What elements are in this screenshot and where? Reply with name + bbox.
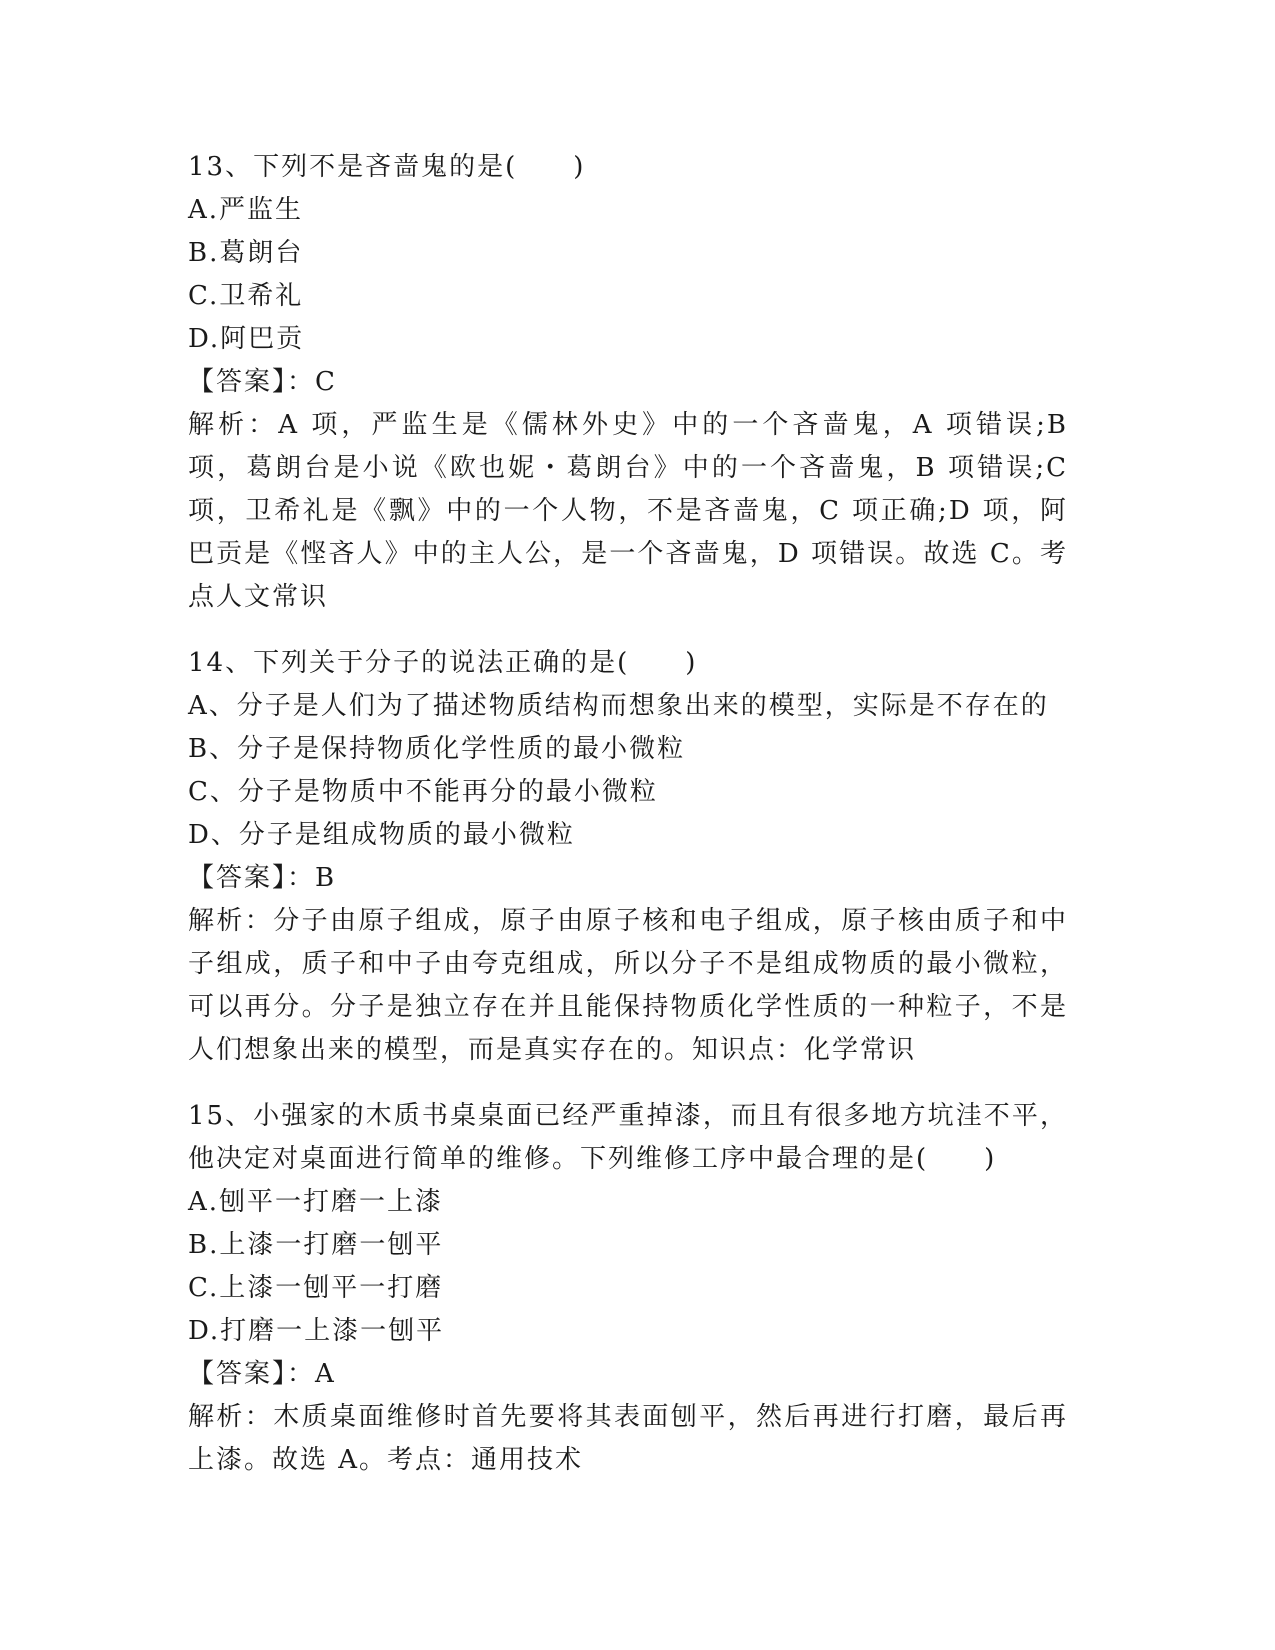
option-b: B.上漆一打磨一刨平 — [188, 1230, 444, 1260]
option-c: C.卫希礼 — [188, 281, 304, 311]
option-d: D.打磨一上漆一刨平 — [188, 1316, 445, 1346]
question-15 — [188, 1095, 1078, 1482]
explanation: 解析：木质桌面维修时首先要将其表面刨平，然后再进行打磨，最后再上漆。故选 A。考点：通用技术 — [188, 1402, 1068, 1475]
question-stem: 14、下列关于分子的说法正确的是( ) — [188, 648, 698, 678]
answer-line: 【答案】：B — [188, 863, 337, 893]
option-a: A.刨平一打磨一上漆 — [188, 1187, 444, 1217]
option-c: C.上漆一刨平一打磨 — [188, 1273, 444, 1303]
question-14 — [188, 642, 1078, 1072]
option-d: D.阿巴贡 — [188, 324, 305, 354]
explanation: 解析：A 项，严监生是《儒林外史》中的一个吝啬鬼，A 项错误;B 项，葛朗台是小说《欧也妮・葛朗台》中的一个吝啬鬼，B 项错误;C 项，卫希礼是《飘》中的一个人物，不是吝啬鬼，C 项正确;D 项，阿巴贡是《悭吝人》中的主人公，是一个吝啬鬼，D 项错误。故选 C。考点人文常识 — [188, 410, 1068, 612]
option-a: A、分子是人们为了描述物质结构而想象出来的模型，实际是不存在的 — [188, 691, 1049, 721]
option-b: B.葛朗台 — [188, 238, 304, 268]
question-stem: 15、小强家的木质书桌桌面已经严重掉漆，而且有很多地方坑洼不平，他决定对桌面进行简单的维修。下列维修工序中最合理的是( ) — [188, 1101, 1068, 1174]
option-d: D、分子是组成物质的最小微粒 — [188, 820, 575, 850]
question-13 — [188, 146, 1078, 619]
question-stem: 13、下列不是吝啬鬼的是( ) — [188, 152, 586, 182]
option-b: B、分子是保持物质化学性质的最小微粒 — [188, 734, 686, 764]
explanation: 解析：分子由原子组成，原子由原子核和电子组成，原子核由质子和中子组成，质子和中子由夸克组成，所以分子不是组成物质的最小微粒，可以再分。分子是独立存在并且能保持物质化学性质的一种粒子，不是人们想象出来的模型，而是真实存在的。知识点：化学常识 — [188, 906, 1068, 1065]
answer-line: 【答案】：C — [188, 367, 337, 397]
option-a: A.严监生 — [188, 195, 304, 225]
option-c: C、分子是物质中不能再分的最小微粒 — [188, 777, 658, 807]
answer-line: 【答案】：A — [188, 1359, 336, 1389]
document-page — [188, 146, 1078, 1482]
